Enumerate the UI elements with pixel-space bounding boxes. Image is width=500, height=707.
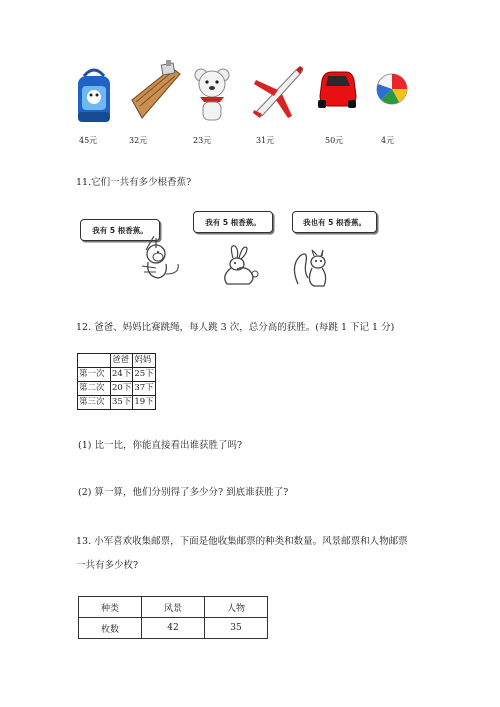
price-airplane: 31元 xyxy=(256,136,275,145)
table-row xyxy=(78,396,156,410)
speech-bubble-squirrel: 我也有 5 根香蕉。 xyxy=(292,211,377,233)
table-cell: 第二次 xyxy=(78,382,111,396)
table-row xyxy=(78,382,156,396)
price-backpack: 45元 xyxy=(79,136,98,145)
stamp-table xyxy=(78,596,268,639)
table-header-row xyxy=(79,597,268,618)
table-header-row xyxy=(78,354,156,368)
ship-icon xyxy=(126,60,184,122)
table-header-cell xyxy=(78,354,111,368)
table-cell: 第三次 xyxy=(78,396,111,410)
question-12-part-1: (1) 比一比，你能直接看出谁获胜了吗? xyxy=(78,440,243,451)
table-cell: 25下 xyxy=(133,368,155,382)
question-12-part-2: (2) 算一算，他们分别得了多少分? 到底谁获胜了? xyxy=(78,487,289,498)
table-header-cell: 人物 xyxy=(205,597,268,618)
jump-rope-table xyxy=(77,353,156,410)
speech-bubble-monkey: 我有 5 根香蕉。 xyxy=(80,219,160,241)
table-cell: 枚数 xyxy=(79,618,142,639)
question-13-line-2: 一共有多少枚? xyxy=(76,560,139,571)
question-12: 12. 爸爸、妈妈比赛跳绳，每人跳 3 次，总分高的获胜。(每跳 1 下记 1 分) xyxy=(76,322,395,333)
teddy-bear-icon xyxy=(192,66,232,122)
table-cell: 35下 xyxy=(111,396,133,410)
beach-ball-icon xyxy=(375,72,409,106)
table-header-cell: 风景 xyxy=(142,597,205,618)
backpack-icon xyxy=(74,64,114,124)
table-cell: 19下 xyxy=(133,396,155,410)
race-car-icon xyxy=(316,66,358,112)
airplane-icon xyxy=(250,62,304,120)
price-beach-ball: 4元 xyxy=(381,136,395,145)
table-header-cell: 妈妈 xyxy=(133,354,155,368)
table-cell: 20下 xyxy=(111,382,133,396)
speech-bubble-rabbit: 我有 5 根香蕉。 xyxy=(193,211,273,233)
squirrel-icon xyxy=(292,248,332,290)
price-race-car: 50元 xyxy=(325,136,344,145)
table-header-cell: 爸爸 xyxy=(111,354,133,368)
rabbit-icon xyxy=(215,244,263,288)
table-row xyxy=(78,368,156,382)
price-teddy-bear: 23元 xyxy=(193,136,212,145)
table-cell: 24下 xyxy=(111,368,133,382)
question-11: 11.它们一共有多少根香蕉? xyxy=(76,177,192,188)
table-cell: 第一次 xyxy=(78,368,111,382)
price-ship: 32元 xyxy=(129,136,148,145)
table-cell: 35 xyxy=(205,618,268,639)
table-row xyxy=(79,618,268,639)
table-cell: 42 xyxy=(142,618,205,639)
question-13-line-1: 13. 小军喜欢收集邮票，下面是他收集邮票的种类和数量。风景邮票和人物邮票 xyxy=(76,536,408,547)
table-cell: 37下 xyxy=(133,382,155,396)
monkey-icon xyxy=(134,236,184,282)
table-header-cell: 种类 xyxy=(79,597,142,618)
